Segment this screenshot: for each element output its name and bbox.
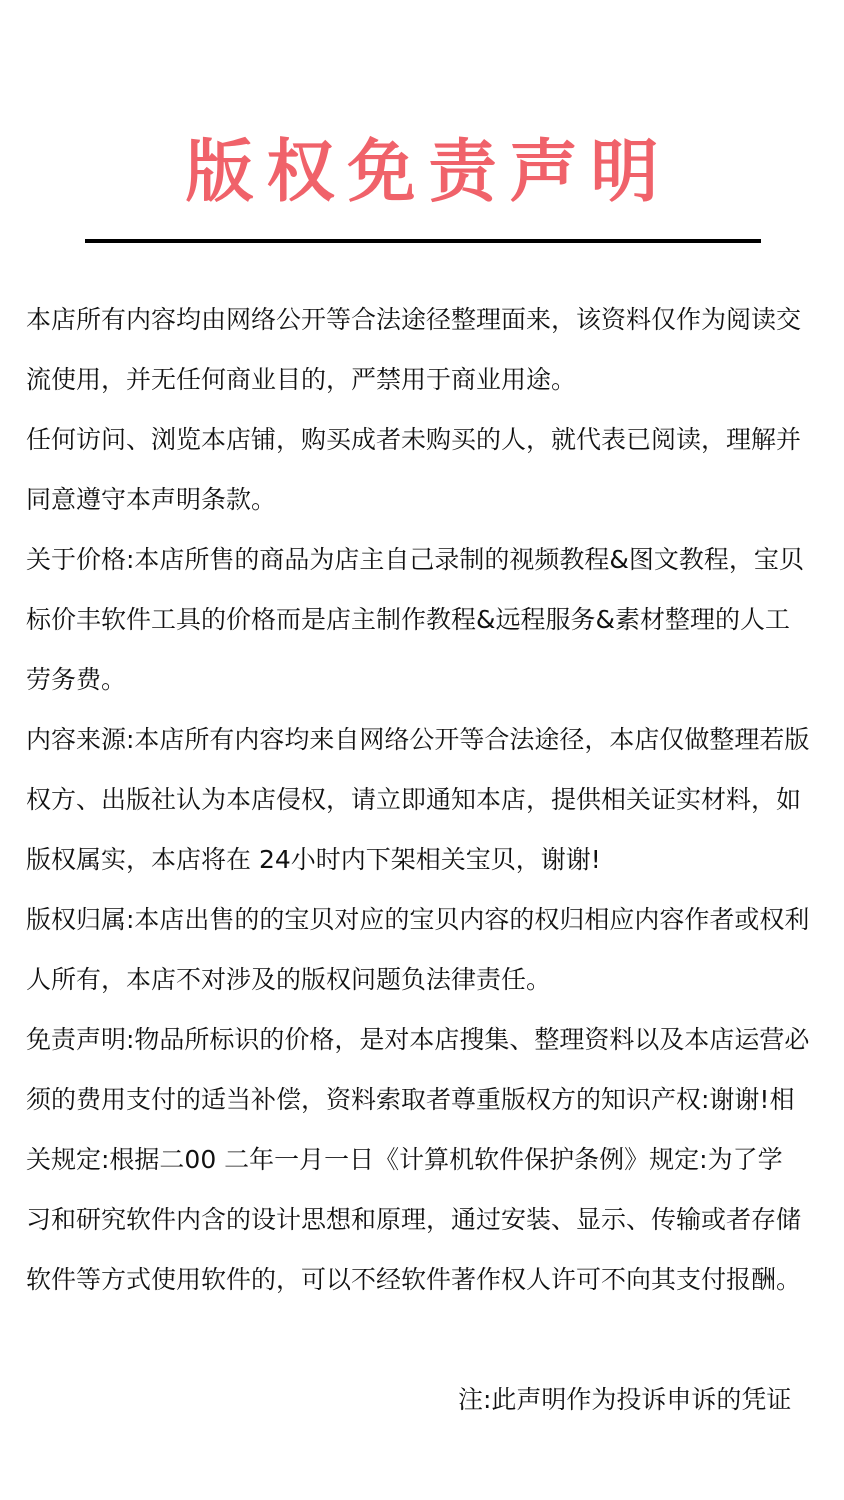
title-divider <box>85 239 761 243</box>
text-line: 流使用，并无任何商业目的，严禁用于商业用途。 <box>26 365 577 394</box>
text-line: 任何访问、浏览本店铺，购买成者未购买的人，就代表已阅读，理解并 <box>26 425 802 454</box>
text-line: 本店所有内容均由网络公开等合法途径整理面来，该资料仅作为阅读交 <box>26 305 802 334</box>
text-line: 关规定:根据二00 二年一月一日《计算机软件保护条例》规定:为了学 <box>26 1145 783 1174</box>
text-line: 习和研究软件内含的设计思想和原理，通过安装、显示、传输或者存储 <box>26 1205 802 1234</box>
paragraph-source <box>26 710 832 890</box>
text-line: 免责声明:物品所标识的价格，是对本店搜集、整理资料以及本店运营必 <box>26 1025 810 1054</box>
text-line: 标价丰软件工具的价格而是店主制作教程&远程服务&素材整理的人工 <box>26 605 790 634</box>
paragraph-ownership <box>26 890 832 1010</box>
paragraph-usage <box>26 290 832 410</box>
page-title: 版权免责声明 <box>185 133 672 212</box>
footer-note: 注:此声明作为投诉申诉的凭证 <box>458 1385 792 1414</box>
text-line: 同意遵守本声明条款。 <box>26 485 277 514</box>
text-line: 人所有，本店不对涉及的版权问题负法律责任。 <box>26 965 552 994</box>
text-line: 版权属实，本店将在 24小时内下架相关宝贝，谢谢! <box>26 845 601 874</box>
text-line: 内容来源:本店所有内容均来自网络公开等合法途径，本店仅做整理若版 <box>26 725 810 754</box>
text-line: 版权归属:本店出售的的宝贝对应的宝贝内容的权归相应内容作者或权利 <box>26 905 810 934</box>
text-line: 劳务费。 <box>26 665 127 694</box>
paragraph-agreement <box>26 410 832 530</box>
text-line: 须的费用支付的适当补偿，资料索取者尊重版权方的知识产权:谢谢!相 <box>26 1085 795 1114</box>
text-line: 软件等方式使用软件的，可以不经软件著作权人许可不向其支付报酬。 <box>26 1265 802 1294</box>
paragraph-disclaimer <box>26 1010 832 1310</box>
paragraph-price <box>26 530 832 710</box>
disclaimer-body <box>26 290 832 1310</box>
text-line: 权方、出版社认为本店侵权，请立即通知本店，提供相关证实材料，如 <box>26 785 802 814</box>
text-line: 关于价格:本店所售的商品为店主自己录制的视频教程&图文教程，宝贝 <box>26 545 804 574</box>
